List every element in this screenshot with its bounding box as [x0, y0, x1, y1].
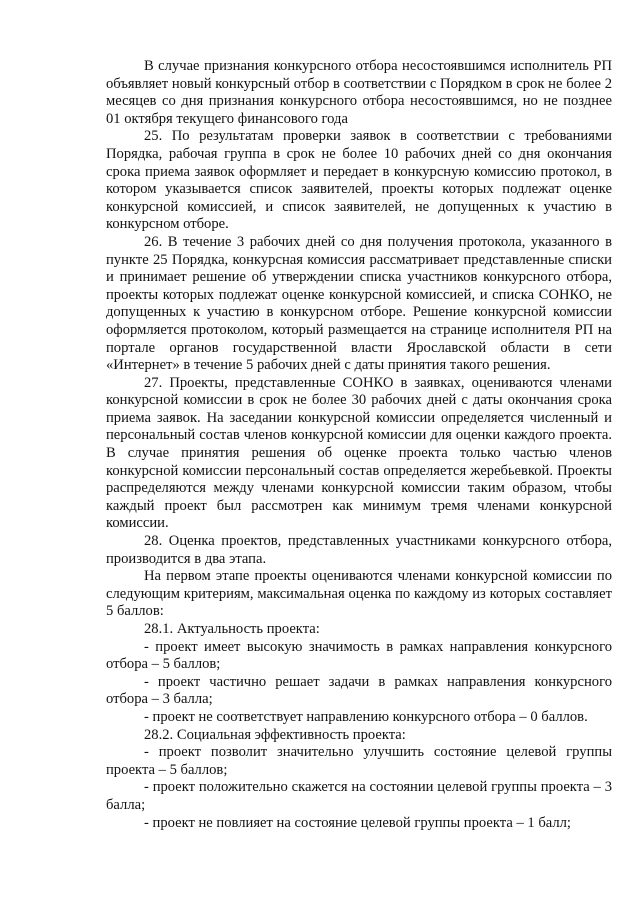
criterion-28-1-none: - проект не соответствует направлению конкурсного отбора – 0 баллов. [144, 708, 588, 725]
paragraph-28-1-heading: 28.1. Актуальность проекта: [144, 621, 320, 637]
paragraph-failed-selection: В случае признания конкурсного отбора несостоявшимся исполнитель РП объявляет новый конкурсный отбор в соответствии с Порядком в срок не более 2 месяцев со дня признания конкурсного отбора несостоявшимся, но не позднее 01 октября текущего финансового года [106, 58, 612, 127]
criterion-28-2-high: - проект позволит значительно улучшить состояние целевой группы проекта – 5 баллов; [106, 744, 612, 778]
paragraph-28-2-heading: 28.2. Социальная эффективность проекта: [144, 726, 406, 743]
paragraph-first-stage: На первом этапе проекты оцениваются членами конкурсной комиссии по следующим критериям, максимальная оценка по каждому из которых составляет 5 баллов: [106, 568, 612, 620]
paragraph-25: 25. По результатам проверки заявок в соответствии с требованиями Порядка, рабочая группа в срок не более 10 рабочих дней со дня окончания срока приема заявок оформляет и передает в конкурсную комиссию протокол, в котором указывается список заявителей, проекты которых подлежат оценке конкурсной комиссией, и список заявителей, не допущенных к участию в конкурсном отборе. [106, 128, 612, 233]
document-body [106, 58, 612, 832]
criterion-28-1-partial: - проект частично решает задачи в рамках направления конкурсного отбора – 3 балла; [106, 673, 612, 708]
paragraph-28: 28. Оценка проектов, представленных участниками конкурсного отбора, производится в два этапа. [106, 533, 612, 567]
criterion-28-2-positive: - проект положительно скажется на состоянии целевой группы проекта – 3 балла; [106, 779, 612, 813]
criterion-28-1-high: - проект имеет высокую значимость в рамках направления конкурсного отбора – 5 баллов; [106, 638, 612, 673]
paragraph-26: 26. В течение 3 рабочих дней со дня получения протокола, указанного в пункте 25 Порядка, конкурсная комиссия рассматривает представленные списки и принимает решение об утверждении списка участников конкурсного отбора, проекты которых подлежат оценке конкурсной комиссией, и списка СОНКО, не допущенных к участию в конкурсном отборе. Решение конкурсной комиссии оформляется протоколом, который размещается на странице исполнителя РП на портале органов государственной власти Ярославской области в сети «Интернет» в течение 5 рабочих дней с даты принятия такого решения. [106, 233, 612, 374]
criterion-28-2-none: - проект не повлияет на состояние целевой группы проекта – 1 балл; [144, 814, 571, 831]
paragraph-27: 27. Проекты, представленные СОНКО в заявках, оцениваются членами конкурсной комиссии в срок не более 30 рабочих дней с даты окончания срока приема заявок. На заседании конкурсной комиссии определяется численный и персональный состав членов конкурсной комиссии для оценки каждого проекта. В случае принятия решения об оценке проекта только частью членов конкурсной комиссии персональный состав определяется жеребьевкой. Проекты распределяются между членами конкурсной комиссии таким образом, чтобы каждый проект был рассмотрен как минимум тремя членами конкурсной комиссии. [106, 374, 612, 532]
